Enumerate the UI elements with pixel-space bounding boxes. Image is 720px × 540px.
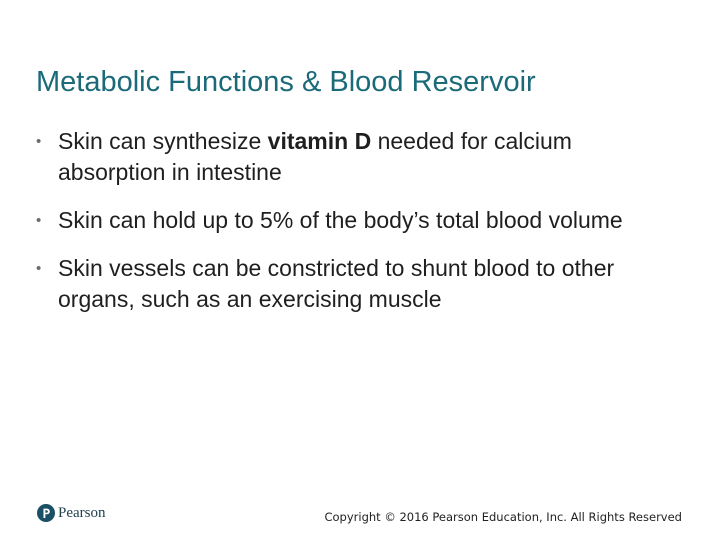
slide-title: Metabolic Functions & Blood Reservoir — [36, 66, 536, 98]
bullet-marker: • — [36, 133, 42, 150]
pearson-logo-icon — [37, 504, 55, 522]
bullet-text-after: needed for calcium absorption in intestine — [58, 128, 572, 185]
bullet-item-vitamin-d — [36, 126, 676, 188]
bullet-text: Skin vessels can be constricted to shunt blood to other organs, such as an exercising muscle — [58, 255, 615, 312]
copyright-notice: Copyright © 2016 Pearson Education, Inc. All Rights Reserved — [324, 510, 682, 524]
pearson-logo-text: Pearson — [58, 504, 106, 521]
bullet-list — [36, 126, 676, 332]
bullet-text-before: Skin can synthesize — [58, 128, 268, 154]
pearson-logo — [37, 504, 106, 522]
bullet-item-blood-volume — [36, 205, 676, 236]
bullet-marker: • — [36, 212, 42, 229]
bullet-text-bold: vitamin D — [267, 128, 372, 154]
bullet-text: Skin can hold up to 5% of the body’s total blood volume — [58, 207, 623, 233]
bullet-marker: • — [36, 260, 42, 277]
bullet-item-vessels — [36, 253, 676, 315]
